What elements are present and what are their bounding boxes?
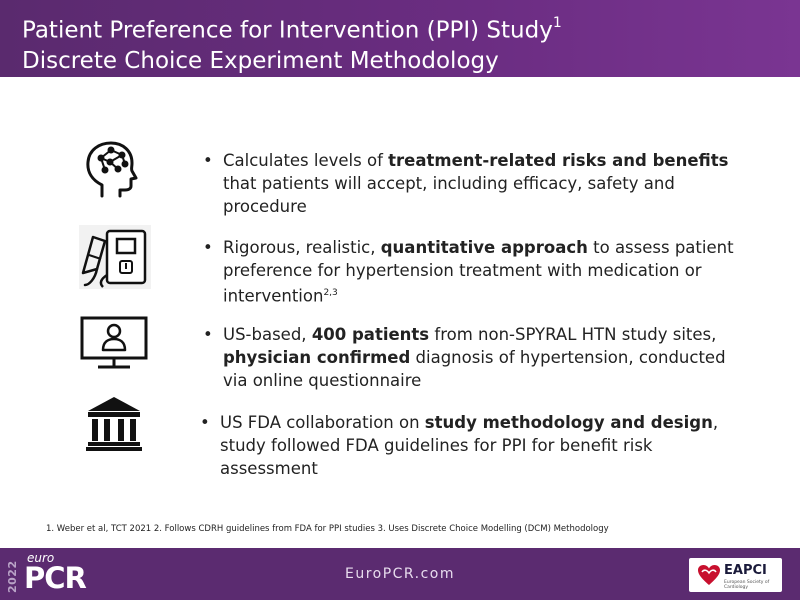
bullet-text: that patients will accept, including efficacy, safety and procedure	[223, 174, 675, 216]
blood-pressure-monitor-icon	[79, 225, 151, 289]
bullet-fda-collaboration	[200, 411, 750, 480]
online-user-monitor-icon	[80, 316, 148, 370]
footer-url: EuroPCR.com	[344, 566, 456, 582]
bullet-bold: treatment-related risks and benefits	[388, 151, 729, 170]
bullet-bold: quantitative approach	[380, 238, 588, 257]
bullet-dot: •	[200, 413, 210, 432]
title-superscript: 1	[552, 15, 562, 31]
slide-title	[22, 10, 562, 76]
brain-head-icon	[80, 140, 140, 200]
title-line-1: Patient Preference for Intervention (PPI) Study	[22, 17, 553, 44]
government-building-icon	[86, 395, 142, 451]
bullet-text: from non-SPYRAL HTN study sites,	[429, 325, 717, 344]
bullet-text: US FDA collaboration on	[220, 413, 425, 432]
europcr-logo-pcr: PCR	[24, 561, 86, 595]
bullet-text: diagnosis of hypertension, conducted via online questionnaire	[223, 348, 726, 390]
eapci-sublabel: European Society of Cardiology	[724, 580, 770, 590]
bullet-text: Rigorous, realistic,	[223, 238, 381, 257]
bullet-risks-benefits	[203, 149, 753, 218]
eapci-label: EAPCI	[724, 563, 767, 578]
bullet-dot: •	[203, 151, 213, 170]
europcr-logo-euro: euro	[27, 551, 55, 565]
bullet-bold: study methodology and design	[424, 413, 713, 432]
title-banner	[0, 0, 800, 77]
bullet-bold: physician confirmed	[223, 348, 411, 367]
footnote: 1. Weber et al, TCT 2021 2. Follows CDRH guidelines from FDA for PPI studies 3. Uses Discrete Choice Modelling (DCM) Methodology	[46, 524, 609, 534]
bullet-bold: 400 patients	[311, 325, 430, 344]
title-line-2: Discrete Choice Experiment Methodology	[22, 47, 499, 74]
eapci-logo	[689, 558, 782, 592]
bullet-text: Calculates levels of	[223, 151, 389, 170]
bullet-dot: •	[203, 238, 213, 257]
heart-icon	[697, 564, 721, 586]
bullet-text: US-based,	[223, 325, 312, 344]
bullet-quantitative-approach	[203, 236, 743, 308]
bullet-us-patients	[203, 323, 753, 392]
bullet-text: to assess patient preference for hypertension treatment with medication or intervention	[223, 238, 734, 306]
bullet-dot: •	[203, 325, 213, 344]
bullet-text: , study followed FDA guidelines for PPI for benefit risk assessment	[220, 413, 719, 478]
footer-bar	[0, 548, 800, 600]
bullet-superscript: 2,3	[323, 288, 338, 298]
footer-year: 2022	[6, 560, 19, 593]
